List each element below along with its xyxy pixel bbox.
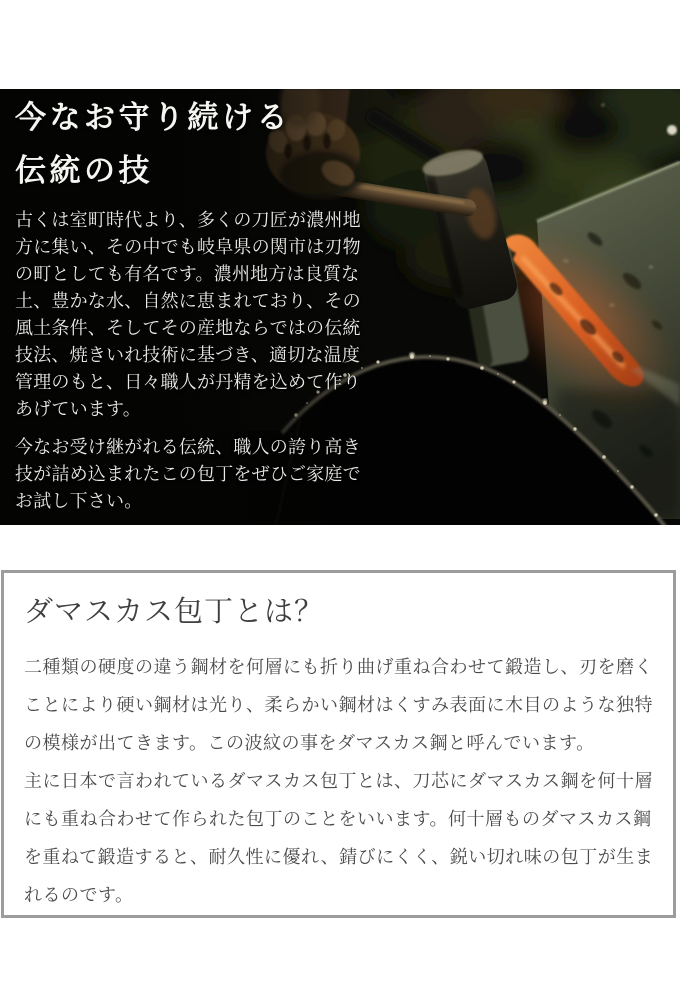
damascus-info-box bbox=[1, 570, 676, 918]
info-paragraph-2: 主に日本で言われているダマスカス包丁とは、刀芯にダマスカス鋼を何十層にも重ね合わせて作られた包丁のことをいいます。何十層ものダマスカス鋼を重ねて鍛造すると、耐久性に優れ、錆びにくく、鋭い切れ味の包丁が生まれるのです。 bbox=[24, 771, 654, 905]
info-paragraph-1: 二種類の硬度の違う鋼材を何層にも折り曲げ重ね合わせて鍛造し、刃を磨くことにより硬い鋼材は光り、柔らかい鋼材はくすみ表面に木目のような独特の模様が出てきます。この波紋の事をダマスカス鋼と呼んでいます。 bbox=[24, 657, 653, 753]
info-box-title: ダマスカス包丁とは？ bbox=[24, 596, 325, 628]
bokeh-glint bbox=[667, 125, 677, 135]
hero-title-line2: 伝統の技 bbox=[15, 153, 153, 188]
hero-section bbox=[0, 89, 680, 525]
hero-text-block bbox=[15, 89, 373, 525]
hero-title bbox=[15, 91, 373, 197]
hero-paragraph-1: 古くは室町時代より、多くの刀匠が濃州地方に集い、その中でも岐阜県の関市は刃物の町としても有名です。濃州地方は良質な土、豊かな水、自然に恵まれており、その風土条件、そしてその産地ならではの伝統技法、焼きいれ技術に基づき、適切な温度管理のもと、日々職人が丹精を込めて作りあげています。 bbox=[15, 210, 361, 419]
hero-title-line1: 今なお守り続ける bbox=[15, 100, 291, 135]
hero-paragraph-2: 今なお受け継がれる伝統、職人の誇り高き技が詰め込まれたこの包丁をぜひご家庭でお試し下さい。 bbox=[15, 437, 361, 511]
